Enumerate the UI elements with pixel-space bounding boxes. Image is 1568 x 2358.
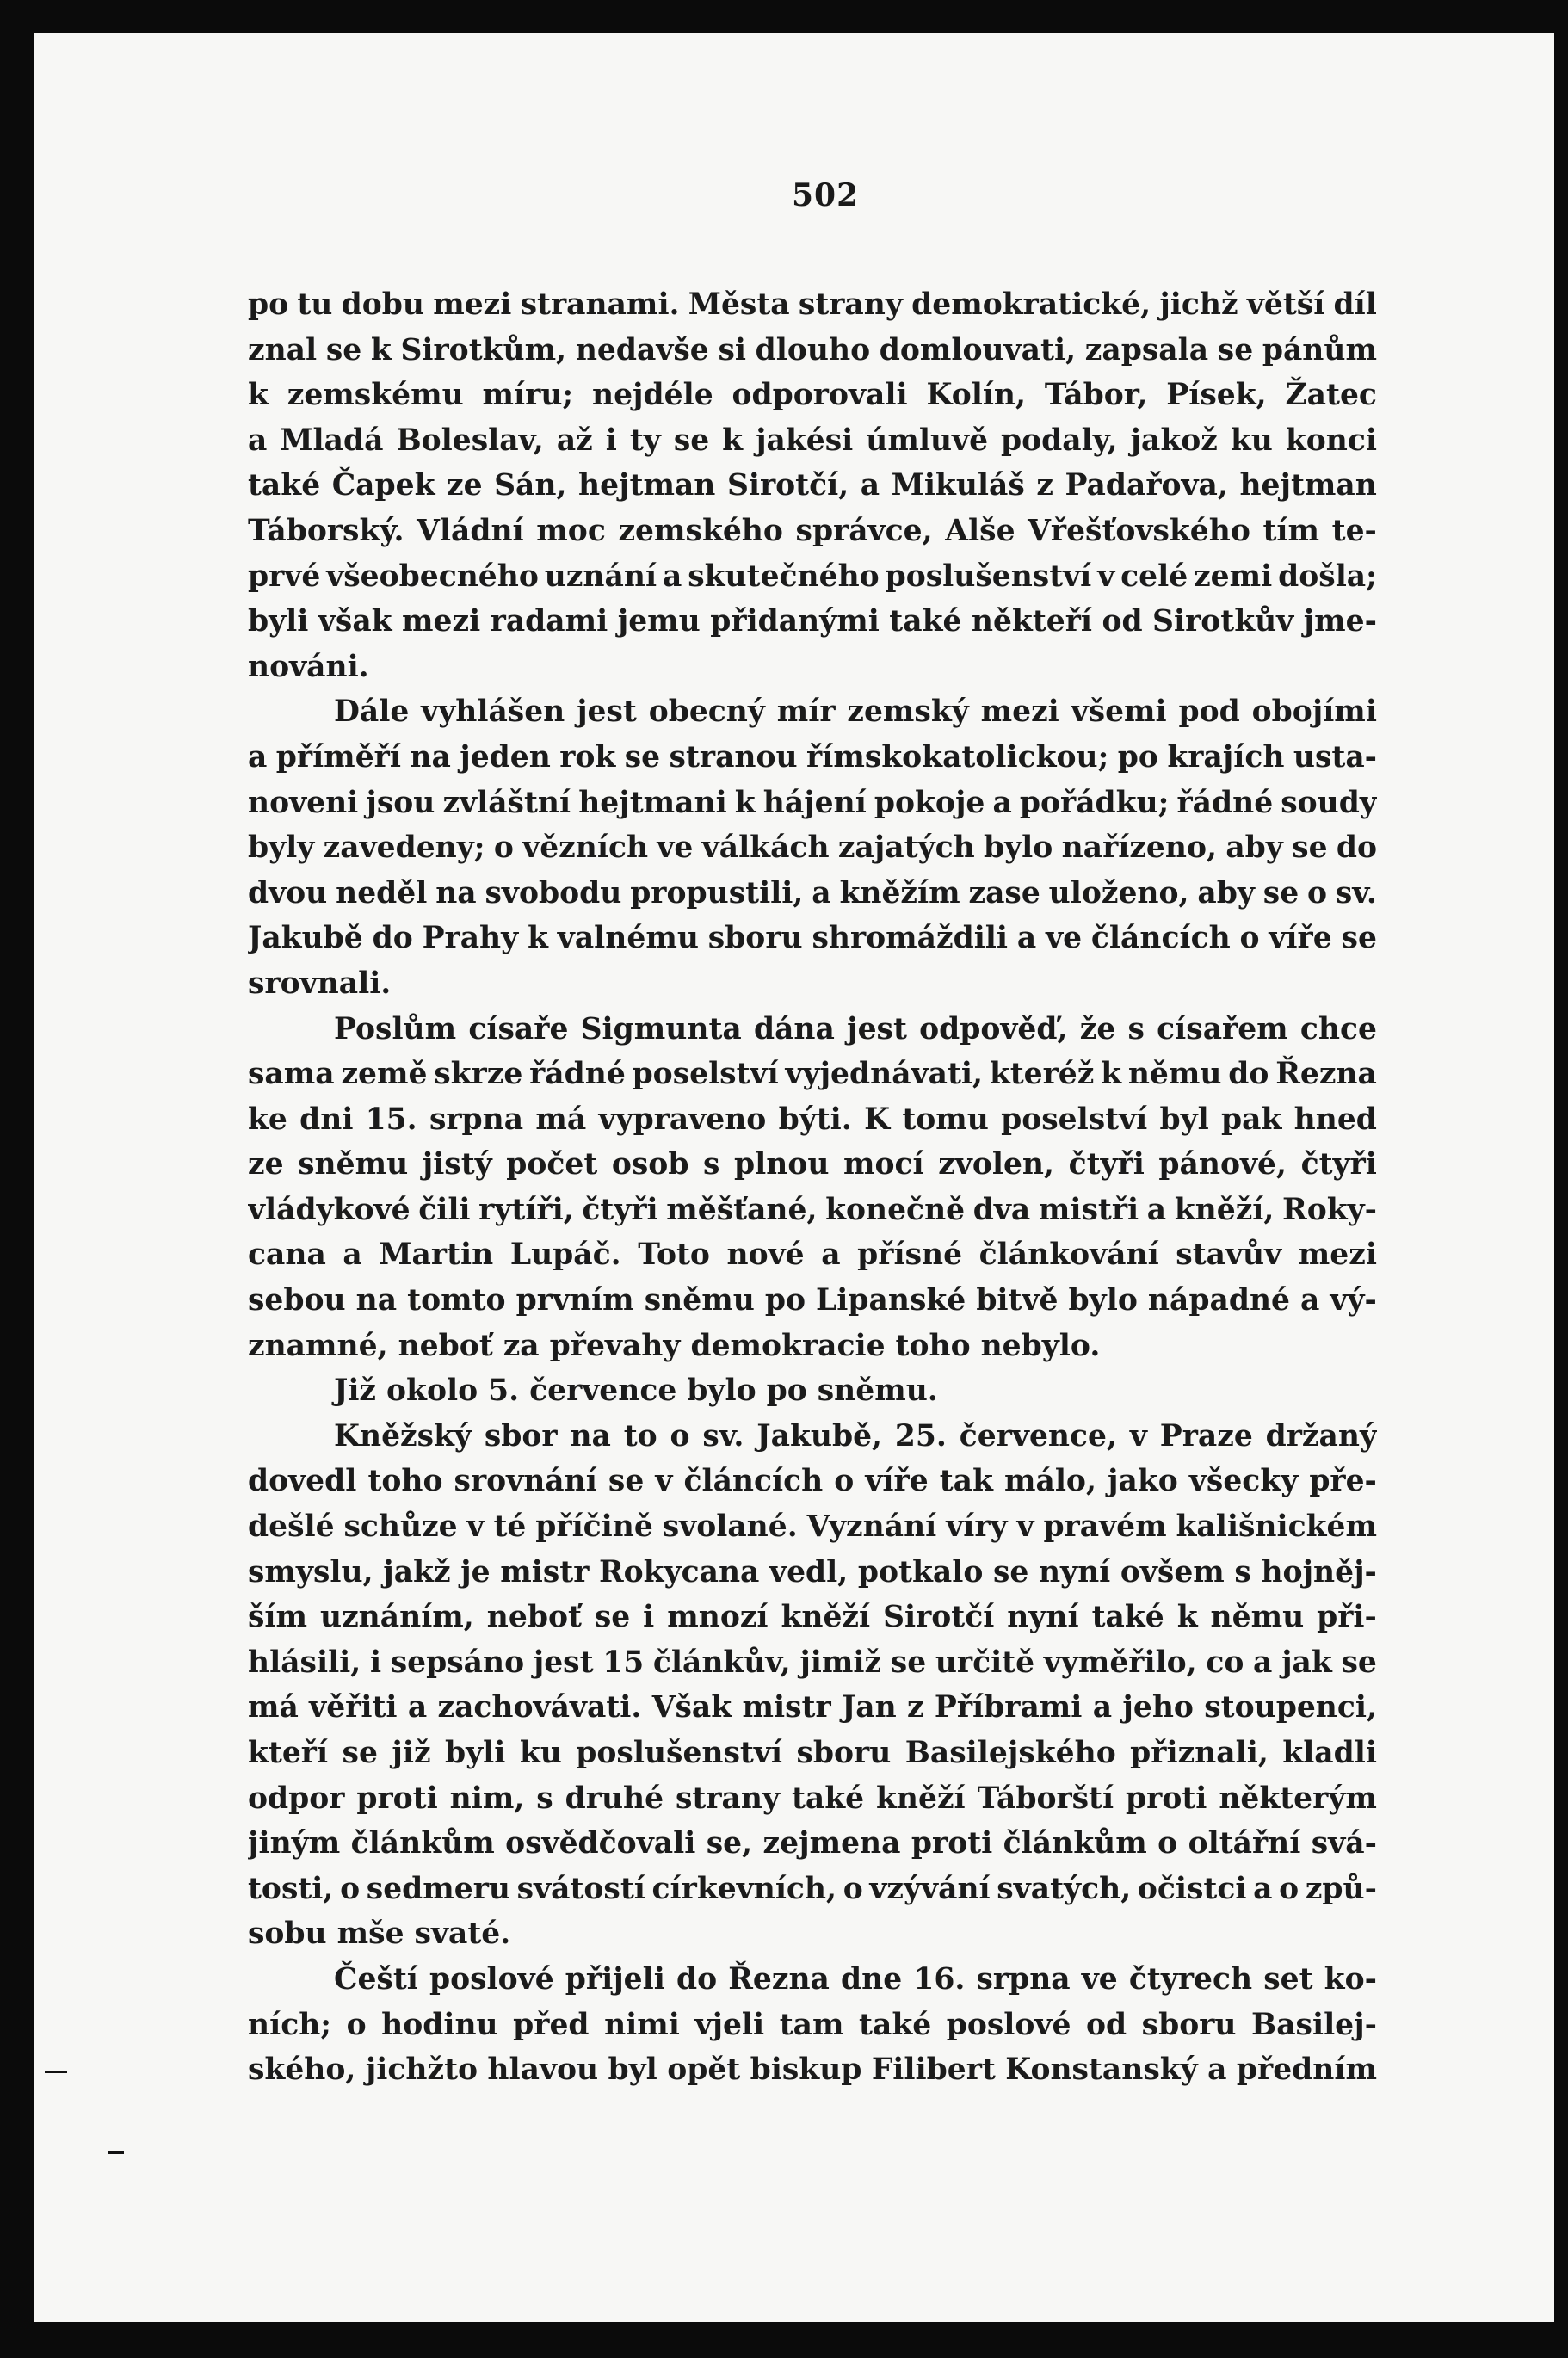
text-line: srovnali. <box>248 966 392 1001</box>
text-line: hlásili, i sepsáno jest 15 článkův, jimiž se určitě vyměřilo, co a jak se <box>248 1645 1377 1680</box>
text-line: odpor proti nim, s druhé strany také kněží Táborští proti některým <box>248 1781 1377 1816</box>
book-page <box>34 33 1554 2322</box>
text-line: jiným článkům osvědčovali se, zejmena proti článkům o oltářní svá- <box>248 1826 1377 1861</box>
text-line: k zemskému míru; nejdéle odporovali Kolín, Tábor, Písek, Žatec <box>248 378 1377 413</box>
text-line: Kněžský sbor na to o sv. Jakubě, 25. července, v Praze držaný <box>334 1418 1377 1454</box>
text-line: a příměří na jeden rok se stranou římskokatolickou; po krajích usta- <box>248 739 1377 775</box>
text-line: Poslům císaře Sigmunta dána jest odpověď, že s císařem chce <box>334 1011 1377 1046</box>
text-line: a Mladá Boleslav, až i ty se k jakési úmluvě podaly, jakož ku konci <box>248 423 1377 458</box>
text-line: znal se k Sirotkům, nedavše si dlouho domlouvati, zapsala se pánům <box>248 332 1377 367</box>
text-line: ke dni 15. srpna má vypraveno býti. K tomu poselství byl pak hned <box>248 1102 1377 1137</box>
text-line: znamné, neboť za převahy demokracie toho nebylo. <box>248 1328 1101 1363</box>
text-line: má věřiti a zachovávati. Však mistr Jan z Příbrami a jeho stoupenci, <box>248 1690 1377 1725</box>
text-line: ším uznáním, neboť se i mnozí kněží Sirotčí nyní také k němu při- <box>248 1600 1377 1635</box>
scan-mark <box>108 2151 124 2154</box>
text-line: dešlé schůze v té příčině svolané. Vyznání víry v pravém kališnickém <box>248 1509 1377 1545</box>
text-line: cana a Martin Lupáč. Toto nové a přísné článkování stavův mezi <box>248 1238 1377 1273</box>
text-line: byly zavedeny; o vězních ve válkách zajatých bylo nařízeno, aby se do <box>248 830 1377 866</box>
text-line: sama země skrze řádné poselství vyjednávati, kteréž k němu do Řezna <box>248 1057 1377 1092</box>
text-line: sobu mše svaté. <box>248 1917 511 1952</box>
text-line: kteří se již byli ku poslušenství sboru Basilejského přiznali, kladli <box>248 1736 1377 1770</box>
text-line: také Čapek ze Sán, hejtman Sirotčí, a Mikuláš z Padařova, hejtman <box>248 468 1377 503</box>
text-line: ského, jichžto hlavou byl opět biskup Filibert Konstanský a předním <box>248 2052 1377 2088</box>
text-line: dvou neděl na svobodu propustili, a kněžím zase uloženo, aby se o sv. <box>248 875 1377 910</box>
text-line: vládykové čili rytíři, čtyři měšťané, konečně dva mistři a kněží, Roky- <box>248 1192 1377 1227</box>
text-line: Jakubě do Prahy k valnému sboru shromáždili a ve článcích o víře se <box>248 921 1377 956</box>
text-line: ních; o hodinu před nimi vjeli tam také poslové od sboru Basilej- <box>248 2007 1377 2042</box>
text-line: Již okolo 5. července bylo po sněmu. <box>334 1373 938 1409</box>
text-line: po tu dobu mezi stranami. Města strany demokratické, jichž větší díl <box>248 287 1377 322</box>
scan-mark <box>45 2071 67 2073</box>
text-line: prvé všeobecného uznání a skutečného poslušenství v celé zemi došla; <box>248 559 1377 594</box>
text-line: dovedl toho srovnání se v článcích o víře tak málo, jako všecky pře- <box>248 1464 1377 1499</box>
text-line: Dále vyhlášen jest obecný mír zemský mezi všemi pod obojími <box>334 694 1377 730</box>
text-line: Táborský. Vládní moc zemského správce, Alše Vřešťovského tím te- <box>248 513 1377 548</box>
text-line: tosti, o sedmeru svátostí církevních, o vzývání svatých, očistci a o způ- <box>248 1871 1377 1906</box>
page-number: 502 <box>792 177 860 213</box>
text-line: smyslu, jakž je mistr Rokycana vedl, potkalo se nyní ovšem s hojněj- <box>248 1554 1377 1589</box>
text-line: byli však mezi radami jemu přidanými také někteří od Sirotkův jme- <box>248 604 1377 639</box>
text-line: noveni jsou zvláštní hejtmani k hájení pokoje a pořádku; řádné soudy <box>248 785 1377 820</box>
text-line: sebou na tomto prvním sněmu po Lipanské bitvě bylo nápadné a vý- <box>248 1283 1377 1318</box>
body-text <box>248 282 1377 2093</box>
text-line: ze sněmu jistý počet osob s plnou mocí zvolen, čtyři pánové, čtyři <box>248 1147 1377 1182</box>
text-line: Čeští poslové přijeli do Řezna dne 16. srpna ve čtyrech set ko- <box>334 1961 1377 1997</box>
text-line: nováni. <box>248 649 369 684</box>
